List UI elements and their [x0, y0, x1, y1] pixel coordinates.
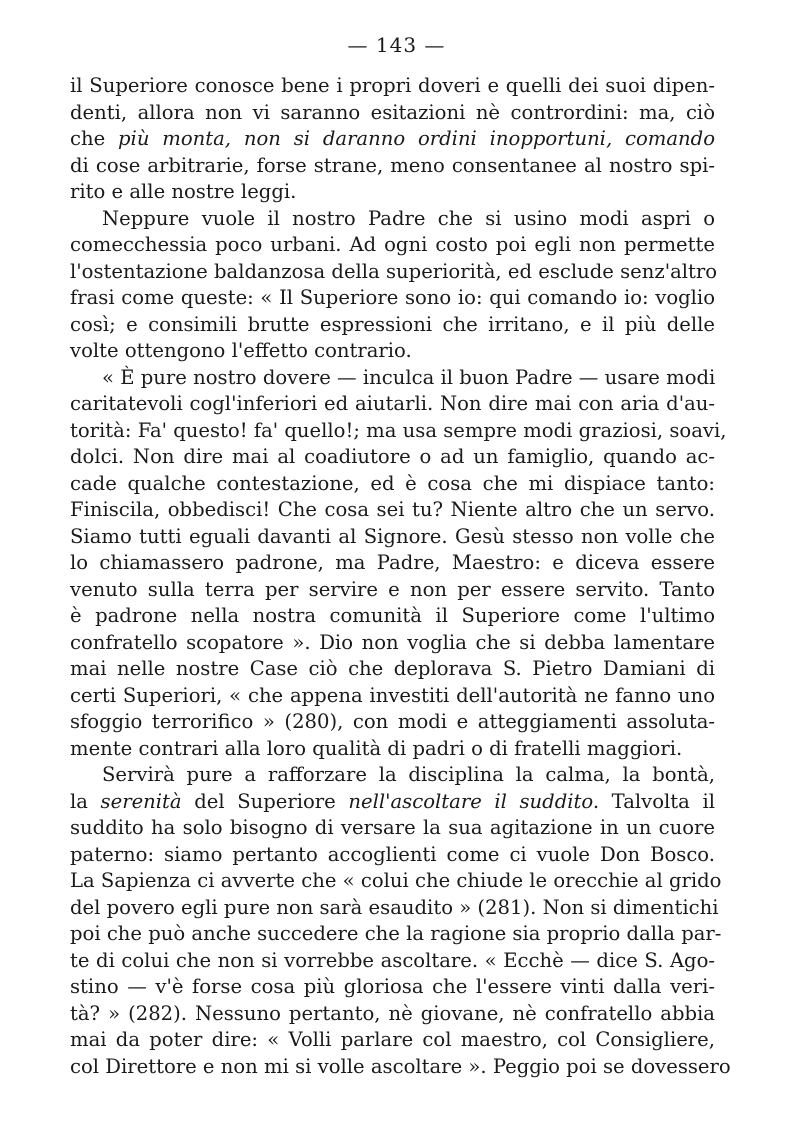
text-run: tà? » (282). Nessuno pertanto, nè giovane, nè confratello abbia [70, 1001, 715, 1025]
text-run: è padrone nella nostra comunità il Superiore come l'ultimo [70, 604, 715, 627]
text-run: mai nelle nostre Case ciò che deplorava S. Pietro Damiani di [70, 657, 715, 680]
text-run: Siamo tutti eguali davanti al Signore. Gesù stesso non volle che [70, 524, 715, 548]
text-run: mai da poter dire: « Volli parlare col maestro, col Consigliere, [70, 1028, 715, 1051]
text-run: così; e consimili brutte espressioni che irritano, e il più delle [70, 312, 715, 336]
text-line [70, 365, 715, 392]
text-run: volte ottengono l'effetto contrario. [70, 339, 412, 362]
text-line [70, 842, 715, 869]
text-line [70, 153, 715, 180]
text-line [70, 736, 715, 763]
text-line [70, 577, 715, 604]
text-line [70, 1054, 731, 1081]
text-run: denti, allora non vi saranno esitazioni nè contrordini: ma, ciò [70, 100, 715, 124]
text-line [70, 126, 715, 153]
text-run: poi che può anche succedere che la ragione sia proprio dalla par- [70, 922, 722, 945]
text-line [70, 656, 715, 683]
text-line [70, 471, 715, 498]
text-run: La Sapienza ci avverte che « colui che chiude le orecchie al grido [70, 869, 722, 892]
text-line [70, 418, 727, 445]
italic-text: nell'ascoltare il suddito. [348, 789, 600, 813]
text-line [70, 497, 715, 524]
text-line [70, 603, 715, 630]
text-run [612, 127, 625, 150]
text-run: Finiscila, obbedisci! Che cosa sei tu? Niente altro che un servo. [70, 498, 715, 521]
text-run: comecchessia poco urbani. Ad ogni costo poi egli non permette [70, 233, 715, 256]
text-run: del Superiore [181, 789, 349, 813]
text-line [70, 391, 715, 418]
text-run: rito e alle nostre leggi. [70, 180, 297, 203]
text-run: l'ostentazione baldanzosa della superiorità, ed esclude senz'altro [70, 259, 718, 283]
text-line [70, 179, 715, 206]
paragraph [70, 73, 715, 206]
text-line [70, 73, 715, 100]
paragraph [70, 206, 718, 365]
text-run: col Direttore e non mi si volle ascoltare ». Peggio poi se dovessero [70, 1054, 731, 1078]
text-run: mente contrari alla loro qualità di padri o di fratelli maggiori. [70, 736, 683, 760]
text-line [70, 868, 722, 895]
text-run: che [70, 127, 119, 150]
text-run: sfoggio terrorifico » (280), con modi e atteggiamenti assoluta- [70, 710, 715, 733]
text-run: caritatevoli cogl'inferiori ed aiutarli. Non dire mai con aria d'au- [70, 392, 715, 415]
text-line [70, 312, 715, 339]
text-run: Servirà pure a rafforzare la disciplina la calma, la bontà, [102, 763, 715, 786]
text-run: dolci. Non dire mai al coadiutore o ad un famiglio, quando ac- [70, 445, 715, 468]
text-run: venuto sulla terra per servire e non per essere servito. Tanto [70, 577, 715, 601]
text-run: Talvolta il [599, 789, 715, 813]
text-line [70, 285, 715, 312]
text-run: torità: Fa' questo! fa' quello!; ma usa sempre modi graziosi, soavi, [70, 418, 727, 442]
text-run: certi Superiori, « che appena investiti dell'autorità ne fanno uno [70, 683, 715, 707]
text-run: del povero egli pure non sarà esaudito » (281). Non si dimentichi [70, 895, 719, 919]
text-line [70, 789, 715, 816]
text-line [70, 232, 715, 259]
text-run: suddito ha solo bisogno di versare la sua agitazione in un cuore [70, 816, 715, 839]
text-line [70, 1001, 715, 1028]
text-line [70, 524, 715, 551]
paragraph [70, 365, 727, 763]
italic-text: più monta, non si daranno ordini inopportuni, [118, 127, 613, 150]
text-line [70, 630, 715, 657]
text-run: frasi come queste: « Il Superiore sono io: qui comando io: voglio [70, 286, 715, 309]
text-line [70, 683, 715, 710]
text-run: « È pure nostro dovere — inculca il buon Padre — usare modi [102, 365, 716, 389]
text-run: di cose arbitrarie, forse strane, meno consentanee al nostro spi- [70, 153, 715, 177]
body-text [70, 73, 731, 1080]
text-run: il Superiore conosce bene i propri doveri e quelli dei suoi dipen- [70, 74, 715, 97]
text-line [70, 338, 715, 365]
text-line [70, 1027, 715, 1054]
text-run: te di colui che non si vorrebbe ascoltare. « Ecchè — dice S. Ago- [70, 948, 715, 972]
text-line [70, 762, 715, 789]
text-line [70, 100, 715, 127]
text-line [70, 815, 715, 842]
paragraph [70, 762, 731, 1080]
page-number: — 143 — [347, 33, 446, 57]
text-line [70, 550, 715, 577]
text-line [70, 444, 715, 471]
text-line [70, 974, 715, 1001]
text-run: stino — v'è forse cosa più gloriosa che l'essere vinti dalla veri- [70, 975, 715, 998]
text-line [70, 709, 715, 736]
italic-text: serenità [100, 789, 182, 813]
text-line [70, 895, 719, 922]
text-line [70, 259, 718, 286]
text-line [70, 206, 715, 233]
text-run: la [70, 789, 101, 813]
italic-text: comando [625, 127, 716, 150]
text-line [70, 948, 715, 975]
text-run: confratello scopatore ». Dio non voglia che si debba lamentare [70, 630, 715, 654]
text-run: Neppure vuole il nostro Padre che si usino modi aspri o [102, 206, 715, 230]
text-run: lo chiamassero padrone, ma Padre, Maestro: e diceva essere [70, 551, 715, 574]
text-line [70, 921, 722, 948]
text-run: cade qualche contestazione, ed è cosa che mi dispiace tanto: [70, 471, 715, 495]
text-run: paterno: siamo pertanto accoglienti come ci vuole Don Bosco. [70, 842, 715, 866]
